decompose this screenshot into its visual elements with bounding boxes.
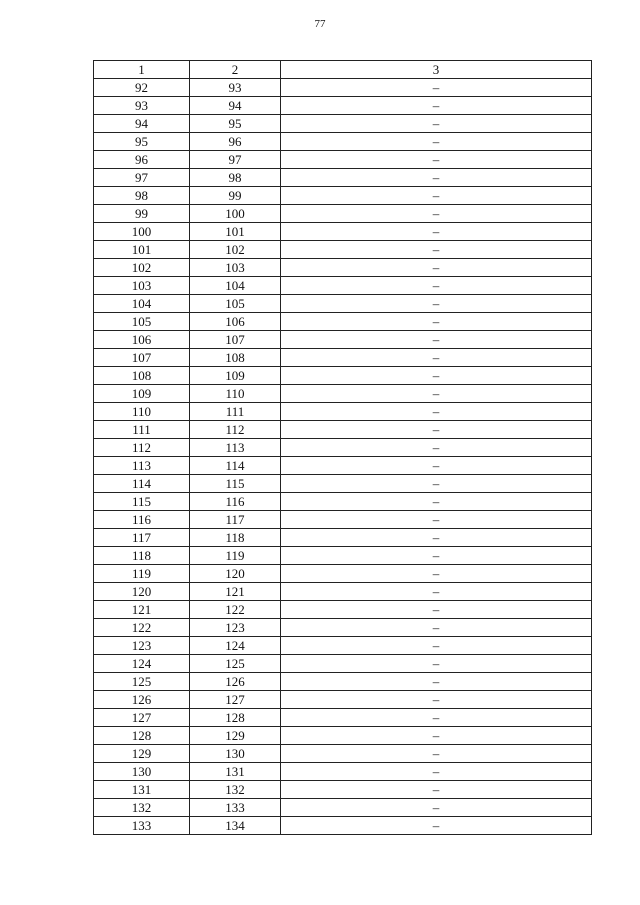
table-row	[94, 745, 592, 763]
table-cell-col-2: 105	[190, 295, 281, 313]
table-cell-col-2: 133	[190, 799, 281, 817]
table-cell-col-2: 132	[190, 781, 281, 799]
table-cell-col-1: 94	[94, 115, 190, 133]
table-cell-col-3: –	[281, 637, 592, 655]
table-row	[94, 691, 592, 709]
table-cell-col-1: 95	[94, 133, 190, 151]
table-cell-col-2: 96	[190, 133, 281, 151]
table-row	[94, 547, 592, 565]
column-header-1: 1	[94, 61, 190, 79]
table-cell-col-1: 119	[94, 565, 190, 583]
table-cell-col-3: –	[281, 223, 592, 241]
table-cell-col-2: 127	[190, 691, 281, 709]
table-cell-col-2: 110	[190, 385, 281, 403]
table-cell-col-3: –	[281, 205, 592, 223]
table-row	[94, 781, 592, 799]
table-cell-col-1: 103	[94, 277, 190, 295]
table-cell-col-1: 98	[94, 187, 190, 205]
table-cell-col-2: 103	[190, 259, 281, 277]
table-cell-col-3: –	[281, 277, 592, 295]
table-cell-col-2: 108	[190, 349, 281, 367]
column-header-2: 2	[190, 61, 281, 79]
table-row	[94, 367, 592, 385]
table-cell-col-1: 108	[94, 367, 190, 385]
table-cell-col-3: –	[281, 493, 592, 511]
table-cell-col-3: –	[281, 421, 592, 439]
table-cell-col-2: 113	[190, 439, 281, 457]
table-cell-col-2: 101	[190, 223, 281, 241]
table-cell-col-3: –	[281, 259, 592, 277]
table-cell-col-3: –	[281, 673, 592, 691]
table-row	[94, 115, 592, 133]
table-cell-col-2: 106	[190, 313, 281, 331]
table-cell-col-1: 105	[94, 313, 190, 331]
table-cell-col-1: 111	[94, 421, 190, 439]
table-cell-col-2: 121	[190, 583, 281, 601]
table-cell-col-2: 124	[190, 637, 281, 655]
table-cell-col-2: 99	[190, 187, 281, 205]
table-row	[94, 151, 592, 169]
table-row	[94, 673, 592, 691]
table-row	[94, 565, 592, 583]
table-cell-col-3: –	[281, 187, 592, 205]
table-row	[94, 205, 592, 223]
table-cell-col-3: –	[281, 763, 592, 781]
table-cell-col-1: 93	[94, 97, 190, 115]
table-cell-col-1: 109	[94, 385, 190, 403]
table-row	[94, 493, 592, 511]
table-cell-col-2: 122	[190, 601, 281, 619]
table-row	[94, 727, 592, 745]
table-cell-col-2: 94	[190, 97, 281, 115]
table-cell-col-2: 107	[190, 331, 281, 349]
table-cell-col-3: –	[281, 709, 592, 727]
table-cell-col-2: 95	[190, 115, 281, 133]
table-row	[94, 349, 592, 367]
table-cell-col-1: 130	[94, 763, 190, 781]
table-cell-col-1: 104	[94, 295, 190, 313]
table-cell-col-1: 131	[94, 781, 190, 799]
table-cell-col-1: 133	[94, 817, 190, 835]
table-cell-col-3: –	[281, 403, 592, 421]
table-cell-col-2: 102	[190, 241, 281, 259]
table-cell-col-1: 128	[94, 727, 190, 745]
table-cell-col-1: 124	[94, 655, 190, 673]
table-cell-col-1: 114	[94, 475, 190, 493]
table-row	[94, 133, 592, 151]
table-row	[94, 259, 592, 277]
page-number: 77	[314, 18, 326, 30]
table-cell-col-3: –	[281, 79, 592, 97]
table-cell-col-1: 122	[94, 619, 190, 637]
table-row	[94, 583, 592, 601]
header-row	[94, 61, 592, 79]
table-cell-col-3: –	[281, 655, 592, 673]
table-cell-col-3: –	[281, 583, 592, 601]
table-cell-col-3: –	[281, 781, 592, 799]
table-cell-col-3: –	[281, 331, 592, 349]
table-row	[94, 511, 592, 529]
table-cell-col-2: 130	[190, 745, 281, 763]
table-cell-col-3: –	[281, 565, 592, 583]
table-cell-col-3: –	[281, 475, 592, 493]
table-row	[94, 421, 592, 439]
table-cell-col-1: 117	[94, 529, 190, 547]
table-cell-col-2: 128	[190, 709, 281, 727]
table-cell-col-2: 100	[190, 205, 281, 223]
table-row	[94, 79, 592, 97]
table-cell-col-3: –	[281, 349, 592, 367]
table-cell-col-3: –	[281, 115, 592, 133]
table-cell-col-2: 116	[190, 493, 281, 511]
table-cell-col-2: 114	[190, 457, 281, 475]
table-cell-col-1: 112	[94, 439, 190, 457]
table-cell-col-2: 131	[190, 763, 281, 781]
table-row	[94, 331, 592, 349]
table-row	[94, 277, 592, 295]
table-cell-col-1: 102	[94, 259, 190, 277]
table-cell-col-2: 120	[190, 565, 281, 583]
table-cell-col-3: –	[281, 133, 592, 151]
table-cell-col-2: 112	[190, 421, 281, 439]
table-row	[94, 457, 592, 475]
table-cell-col-3: –	[281, 439, 592, 457]
table-cell-col-1: 118	[94, 547, 190, 565]
table-cell-col-3: –	[281, 601, 592, 619]
table-cell-col-3: –	[281, 151, 592, 169]
table-cell-col-3: –	[281, 367, 592, 385]
table-cell-col-1: 92	[94, 79, 190, 97]
table-cell-col-2: 111	[190, 403, 281, 421]
table-cell-col-2: 117	[190, 511, 281, 529]
table-row	[94, 817, 592, 835]
table-body	[94, 79, 592, 835]
table-row	[94, 439, 592, 457]
table-header	[94, 61, 592, 79]
table-cell-col-1: 116	[94, 511, 190, 529]
table-cell-col-2: 93	[190, 79, 281, 97]
table-cell-col-1: 106	[94, 331, 190, 349]
table-cell-col-1: 113	[94, 457, 190, 475]
table-row	[94, 763, 592, 781]
table-row	[94, 601, 592, 619]
table-cell-col-3: –	[281, 511, 592, 529]
table-row	[94, 313, 592, 331]
table-cell-col-2: 134	[190, 817, 281, 835]
table-cell-col-2: 129	[190, 727, 281, 745]
table-cell-col-3: –	[281, 745, 592, 763]
table-cell-col-1: 127	[94, 709, 190, 727]
table-row	[94, 187, 592, 205]
table-cell-col-3: –	[281, 529, 592, 547]
table-cell-col-3: –	[281, 547, 592, 565]
table-row	[94, 799, 592, 817]
table-cell-col-1: 115	[94, 493, 190, 511]
table-cell-col-3: –	[281, 295, 592, 313]
table-cell-col-3: –	[281, 691, 592, 709]
table-row	[94, 637, 592, 655]
table-cell-col-2: 115	[190, 475, 281, 493]
table-cell-col-1: 132	[94, 799, 190, 817]
table-row	[94, 295, 592, 313]
table-cell-col-2: 123	[190, 619, 281, 637]
table-row	[94, 385, 592, 403]
table-row	[94, 529, 592, 547]
table-cell-col-1: 96	[94, 151, 190, 169]
table-cell-col-1: 110	[94, 403, 190, 421]
table-row	[94, 655, 592, 673]
table-cell-col-3: –	[281, 799, 592, 817]
table-cell-col-2: 97	[190, 151, 281, 169]
table-cell-col-2: 126	[190, 673, 281, 691]
table-cell-col-1: 121	[94, 601, 190, 619]
table-cell-col-3: –	[281, 457, 592, 475]
table-row	[94, 241, 592, 259]
table-cell-col-1: 126	[94, 691, 190, 709]
table-row	[94, 709, 592, 727]
table-cell-col-1: 101	[94, 241, 190, 259]
table-cell-col-3: –	[281, 619, 592, 637]
table-cell-col-1: 99	[94, 205, 190, 223]
table-cell-col-1: 107	[94, 349, 190, 367]
table-cell-col-1: 125	[94, 673, 190, 691]
table-cell-col-1: 97	[94, 169, 190, 187]
table-row	[94, 403, 592, 421]
table-cell-col-1: 120	[94, 583, 190, 601]
table-cell-col-2: 104	[190, 277, 281, 295]
table-row	[94, 619, 592, 637]
table-cell-col-2: 98	[190, 169, 281, 187]
column-header-3: 3	[281, 61, 592, 79]
table-cell-col-3: –	[281, 727, 592, 745]
table-cell-col-2: 119	[190, 547, 281, 565]
table-cell-col-2: 118	[190, 529, 281, 547]
table-row	[94, 475, 592, 493]
table-cell-col-3: –	[281, 385, 592, 403]
table-row	[94, 169, 592, 187]
table-cell-col-3: –	[281, 313, 592, 331]
table-row	[94, 223, 592, 241]
table-cell-col-3: –	[281, 169, 592, 187]
data-table	[93, 60, 592, 835]
table-cell-col-2: 125	[190, 655, 281, 673]
table-cell-col-3: –	[281, 241, 592, 259]
table-cell-col-1: 100	[94, 223, 190, 241]
table-cell-col-1: 129	[94, 745, 190, 763]
table-cell-col-2: 109	[190, 367, 281, 385]
table-cell-col-3: –	[281, 97, 592, 115]
table-cell-col-1: 123	[94, 637, 190, 655]
table-cell-col-3: –	[281, 817, 592, 835]
table-row	[94, 97, 592, 115]
